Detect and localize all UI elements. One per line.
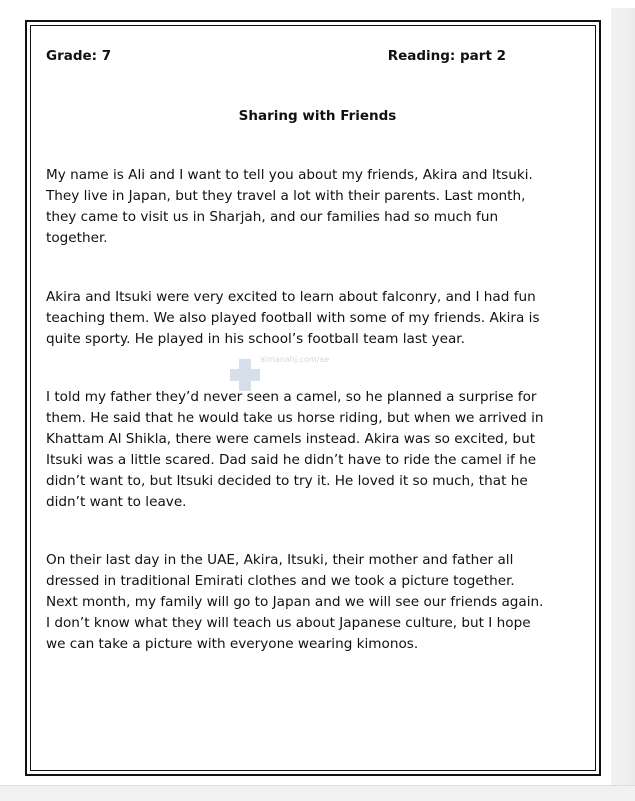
paragraph-2: Akira and Itsuki were very excited to learn about falconry, and I had fun teaching them. We also played football with some of my friends. Akira is quite sporty. He played in his school’s football team last year. [46,289,540,347]
document-title: Sharing with Friends [238,108,397,124]
paragraph-3: I told my father they’d never seen a camel, so he planned a surprise for them. He said that he would take us horse riding, but when we arrived in Khattam Al Shikla, there were camels instead. Akira was so excited, but Itsuki was a little scared. Dad said he didn’t have to ride the camel if he didn’t want to, but Itsuki decided to try it. He loved it so much, that he didn’t want to leave. [46,389,544,510]
watermark-text: almanahj.com/ae [260,355,330,364]
viewer-bottom-strip [0,785,635,801]
grade-label: Grade: 7 [46,48,112,64]
paragraph-1: My name is Ali and I want to tell you about my friends, Akira and Itsuki. They live in Japan, but they travel a lot with their parents. Last month, they came to visit us in Sharjah, and our families had so much fun together. [46,167,533,246]
page-edge-shadow [611,8,635,788]
document-header [46,48,506,64]
section-label: Reading: part 2 [387,48,506,64]
paragraph-4: On their last day in the UAE, Akira, Itsuki, their mother and father all dressed in traditional Emirati clothes and we took a picture together. Next month, my family will go to Japan and we will see our friends again. I don’t know what they will teach us about Japanese culture, but I hope we can take a picture with everyone wearing kimonos. [46,552,544,652]
